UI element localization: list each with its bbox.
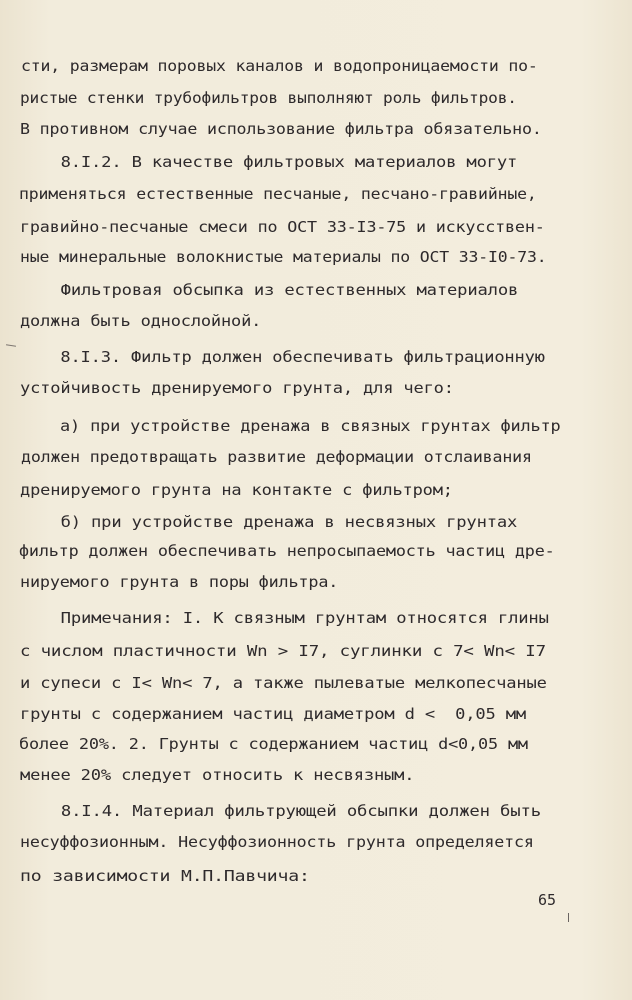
text-line: 8.I.4. Материал фильтрующей обсыпки должен быть: [20, 802, 541, 820]
text-line: применяться естественные песчаные, песчано-гравийные,: [19, 185, 537, 203]
page-number: 65: [538, 891, 557, 909]
text-line: по зависимости М.П.Павчича:: [20, 867, 310, 885]
text-line: фильтр должен обеспечивать непросыпаемость частиц дре-: [19, 542, 555, 560]
text-line: а) при устройстве дренажа в связных грунтах фильтр: [20, 417, 561, 435]
text-line: б) при устройстве дренажа в несвязных грунтах: [20, 513, 518, 531]
text-line: должен предотвращать развитие деформации отслаивания: [21, 448, 532, 466]
text-line: грунты с содержанием частиц диаметром d < 0,05 мм: [20, 705, 527, 723]
text-line: менее 20% следует относить к несвязным.: [20, 766, 415, 784]
margin-mark: [6, 344, 16, 346]
text-line: ристые стенки трубофильтров выполняют роль фильтров.: [20, 89, 517, 107]
edge-mark: [568, 913, 569, 922]
text-line: дренируемого грунта на контакте с фильтром;: [20, 481, 453, 499]
text-line: В противном случае использование фильтра обязательно.: [20, 120, 542, 138]
text-line: гравийно-песчаные смеси по ОСТ 33-I3-75 и искусствен-: [20, 218, 545, 236]
text-line: должна быть однослойной.: [20, 312, 262, 330]
text-line: устойчивость дренируемого грунта, для чего:: [20, 379, 454, 397]
text-line: 8.I.3. Фильтр должен обеспечивать фильтрационную: [20, 348, 545, 366]
text-line: и супеси с I< Wn< 7, а также пылеватые мелкопесчаные: [20, 674, 547, 692]
text-line: несуффозионным. Несуффозионность грунта определяется: [20, 833, 534, 851]
text-line: с числом пластичности Wn > I7, суглинки с 7< Wn< I7: [20, 642, 546, 660]
text-line: Примечания: I. К связным грунтам относятся глины: [20, 609, 549, 627]
text-line: нируемого грунта в поры фильтра.: [20, 573, 339, 591]
text-line: Фильтровая обсыпка из естественных материалов: [20, 281, 519, 299]
text-line: 8.I.2. В качестве фильтровых материалов могут: [20, 153, 518, 171]
text-line: сти, размерам поровых каналов и водопроницаемости по-: [21, 57, 538, 75]
text-line: ные минеральные волокнистые материалы по ОСТ 33-I0-73.: [20, 248, 547, 266]
text-line: более 20%. 2. Грунты с содержанием частиц d<0,05 мм: [19, 735, 528, 753]
